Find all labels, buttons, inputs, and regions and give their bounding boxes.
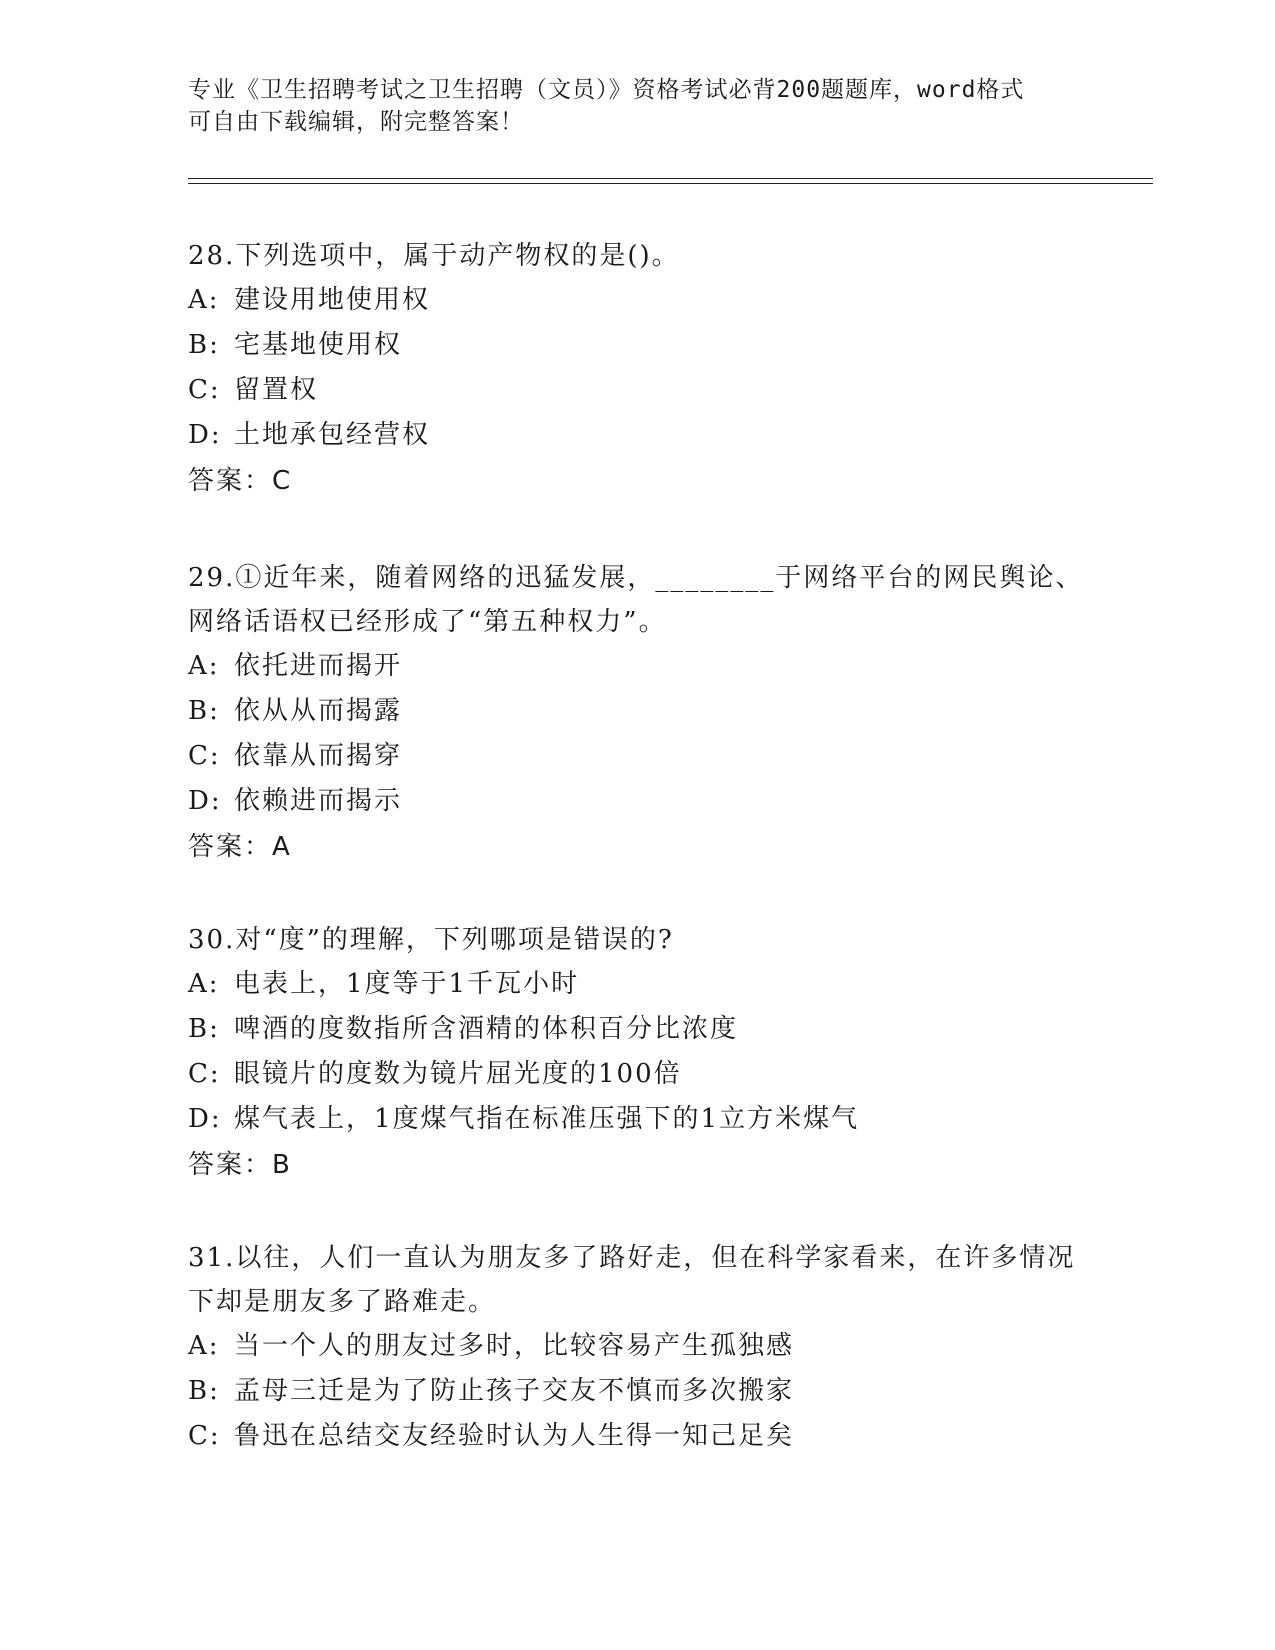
option-key: B:	[188, 1376, 220, 1406]
option-text: 啤酒的度数指所含酒精的体积百分比浓度	[234, 1014, 739, 1044]
option-key: C:	[188, 741, 221, 771]
option-text: 依赖进而揭示	[234, 786, 403, 816]
option-key: C:	[188, 1421, 221, 1451]
answer-line: 答案：C	[188, 466, 293, 496]
option-text: 鲁迅在总结交友经验时认为人生得一知己足矣	[234, 1421, 795, 1451]
option-key: B:	[188, 330, 220, 360]
question-stem: 31.以往，人们一直认为朋友多了路好走，但在科学家看来，在许多情况下却是朋友多了路难走。	[188, 1243, 1076, 1317]
option-a	[188, 1324, 1088, 1369]
option-b	[188, 1369, 1088, 1414]
option-key: A:	[188, 651, 220, 681]
option-text: 依靠从而揭穿	[234, 741, 403, 771]
question-31	[188, 1236, 1088, 1459]
option-b	[188, 689, 1088, 734]
question-stem: 29.①近年来，随着网络的迅猛发展，________于网络平台的网民舆论、网络话语权已经形成了“第五种权力”。	[188, 563, 1084, 637]
option-text: 依从从而揭露	[234, 696, 403, 726]
option-key: C:	[188, 1059, 221, 1089]
option-key: D:	[188, 786, 222, 816]
answer-line: 答案：B	[188, 1150, 292, 1180]
document-header	[188, 74, 1088, 138]
header-divider-bottom	[188, 183, 1153, 184]
header-divider-top	[188, 178, 1153, 179]
option-text: 留置权	[234, 375, 319, 405]
question-stem: 28.下列选项中，属于动产物权的是()。	[188, 241, 680, 271]
option-text: 建设用地使用权	[234, 285, 431, 315]
option-key: D:	[188, 420, 222, 450]
question-stem: 30.对“度”的理解，下列哪项是错误的?	[188, 925, 674, 955]
option-text: 眼镜片的度数为镜片屈光度的100倍	[234, 1059, 682, 1089]
option-d	[188, 413, 1088, 458]
option-key: B:	[188, 1014, 220, 1044]
option-key: B:	[188, 696, 220, 726]
option-text: 宅基地使用权	[234, 330, 403, 360]
option-key: A:	[188, 1331, 220, 1361]
option-b	[188, 1007, 1088, 1052]
option-text: 电表上，1度等于1千瓦小时	[234, 969, 580, 999]
question-29	[188, 556, 1088, 870]
header-line-1: 专业《卫生招聘考试之卫生招聘（文员）》资格考试必背200题题库，word格式	[188, 77, 1025, 103]
option-c	[188, 734, 1088, 779]
option-text: 土地承包经营权	[234, 420, 431, 450]
header-line-2: 可自由下载编辑，附完整答案！	[188, 109, 524, 135]
option-b	[188, 323, 1088, 368]
option-key: D:	[188, 1104, 222, 1134]
option-text: 煤气表上，1度煤气指在标准压强下的1立方米煤气	[234, 1104, 860, 1134]
option-key: A:	[188, 285, 220, 315]
option-text: 依托进而揭开	[234, 651, 403, 681]
option-c	[188, 1414, 1088, 1459]
option-a	[188, 278, 1088, 323]
question-30	[188, 918, 1088, 1188]
option-c	[188, 1052, 1088, 1097]
question-28	[188, 234, 1088, 504]
option-d	[188, 1097, 1088, 1142]
option-d	[188, 779, 1088, 824]
option-key: C:	[188, 375, 221, 405]
answer-line: 答案：A	[188, 832, 292, 862]
option-key: A:	[188, 969, 220, 999]
option-c	[188, 368, 1088, 413]
option-text: 孟母三迁是为了防止孩子交友不慎而多次搬家	[234, 1376, 795, 1406]
option-text: 当一个人的朋友过多时，比较容易产生孤独感	[234, 1331, 795, 1361]
option-a	[188, 644, 1088, 689]
option-a	[188, 962, 1088, 1007]
